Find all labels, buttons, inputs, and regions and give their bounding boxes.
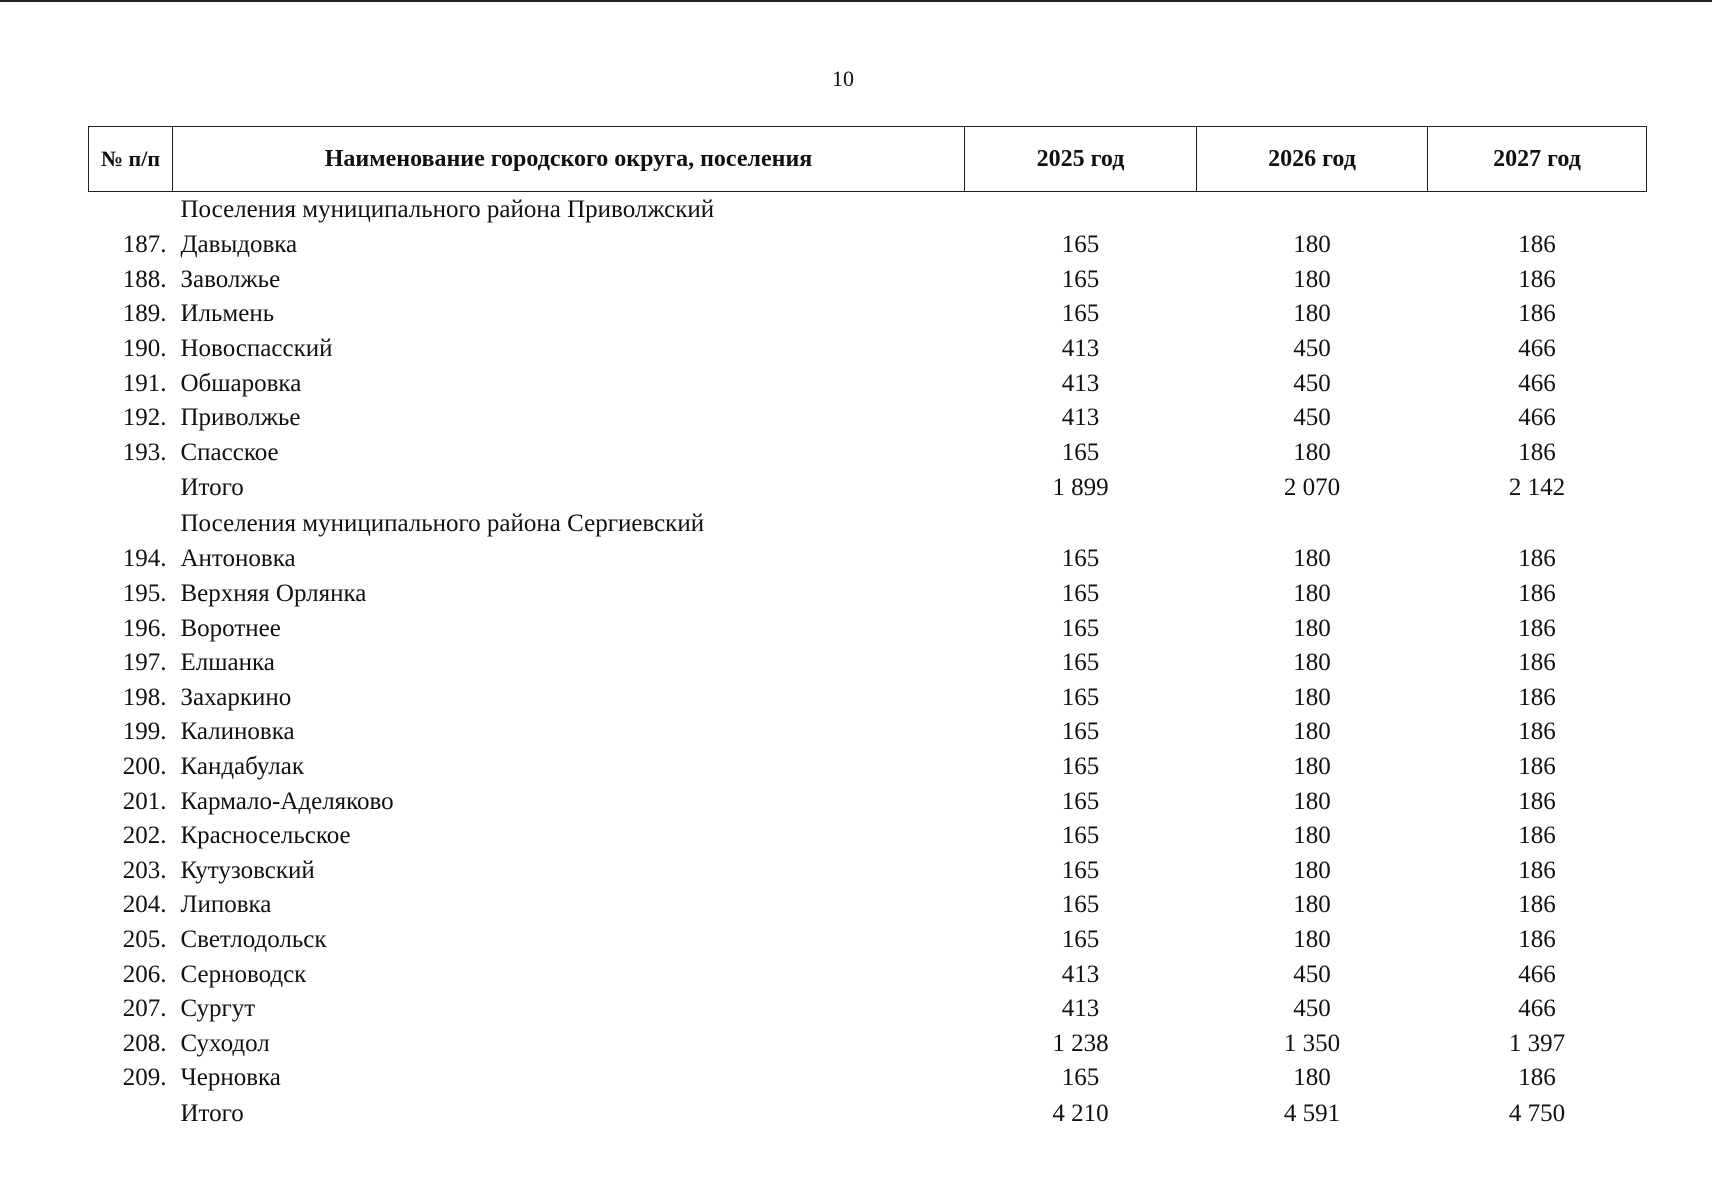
value-2025: 413 — [1061, 960, 1100, 988]
header-2026: 2026 год — [1197, 127, 1428, 192]
row-name: Серноводск — [180, 960, 307, 988]
header-num: № п/п — [89, 127, 173, 192]
value-2026: 4 591 — [1283, 1099, 1341, 1127]
value-2025: 165 — [1061, 925, 1100, 953]
value-2025: 4 210 — [1052, 1099, 1109, 1127]
row-number — [89, 192, 173, 229]
table-row — [89, 750, 1647, 785]
value-2026 — [1197, 192, 1428, 229]
header-2027: 2027 год — [1428, 127, 1647, 192]
row-number: 206. — [122, 960, 167, 988]
row-name: Воротнее — [180, 614, 281, 642]
table-row — [89, 1061, 1647, 1096]
row-number: 197. — [122, 649, 167, 677]
value-2027: 466 — [1518, 335, 1556, 363]
table-row — [89, 819, 1647, 854]
row-number: 199. — [122, 718, 167, 746]
row-number: 203. — [122, 856, 167, 884]
value-2025: 165 — [1061, 891, 1100, 919]
table-row — [89, 1026, 1647, 1061]
value-2026: 450 — [1293, 404, 1331, 432]
table-row — [89, 992, 1647, 1027]
value-2026: 180 — [1293, 265, 1331, 293]
table-row — [89, 332, 1647, 367]
value-2026: 180 — [1293, 231, 1331, 259]
value-2026: 180 — [1293, 683, 1331, 711]
value-2027: 186 — [1518, 300, 1556, 328]
row-name: Поселения муниципального района Приволжский — [180, 196, 715, 223]
table-row — [89, 436, 1647, 471]
value-2026: 180 — [1293, 753, 1331, 781]
row-name: Итого — [180, 474, 244, 502]
row-number: 202. — [122, 822, 167, 850]
table-row — [89, 681, 1647, 716]
row-number: 209. — [122, 1064, 167, 1092]
table-row — [89, 577, 1647, 612]
value-2026: 180 — [1293, 300, 1331, 328]
value-2025: 413 — [1061, 369, 1100, 397]
row-name: Поселения муниципального района Сергиевский — [180, 510, 705, 538]
value-2026: 180 — [1293, 891, 1331, 919]
table-row — [89, 263, 1647, 298]
row-name: Захаркино — [180, 683, 292, 711]
value-2026: 180 — [1293, 649, 1331, 677]
value-2026: 180 — [1293, 580, 1331, 608]
value-2025: 413 — [1061, 335, 1100, 363]
top-rule — [0, 0, 1712, 2]
value-2027: 186 — [1518, 891, 1556, 919]
row-name: Ильмень — [180, 300, 275, 328]
row-name: Кутузовский — [180, 856, 315, 884]
row-name: Кандабулак — [180, 753, 305, 781]
table-row — [89, 366, 1647, 401]
value-2027: 186 — [1518, 1064, 1556, 1092]
total-row — [89, 1096, 1647, 1132]
value-2027: 466 — [1518, 404, 1556, 432]
row-number — [89, 470, 173, 506]
value-2027: 186 — [1518, 822, 1556, 850]
row-number: 198. — [122, 683, 167, 711]
row-number: 190. — [122, 335, 167, 363]
value-2025: 165 — [1061, 1064, 1100, 1092]
row-name: Елшанка — [180, 649, 275, 677]
section-header-row — [89, 506, 1647, 542]
header-row — [89, 127, 1647, 192]
table-row — [89, 646, 1647, 681]
value-2025: 165 — [1061, 787, 1100, 815]
value-2025: 165 — [1061, 614, 1100, 642]
value-2025 — [965, 506, 1197, 542]
value-2027: 186 — [1518, 438, 1556, 466]
table-row — [89, 888, 1647, 923]
value-2025 — [965, 192, 1197, 229]
total-row — [89, 470, 1647, 506]
value-2027: 466 — [1518, 369, 1556, 397]
value-2027: 186 — [1518, 265, 1556, 293]
row-name: Калиновка — [180, 718, 295, 746]
value-2027: 186 — [1518, 683, 1556, 711]
value-2027: 186 — [1518, 718, 1556, 746]
row-name: Верхняя Орлянка — [180, 580, 367, 608]
value-2026: 2 070 — [1283, 474, 1341, 502]
row-number: 207. — [122, 995, 167, 1023]
section-header-row — [89, 192, 1647, 229]
value-2027: 186 — [1518, 580, 1556, 608]
table-row — [89, 401, 1647, 436]
value-2027: 186 — [1518, 231, 1556, 259]
row-number — [89, 506, 173, 542]
header-2025: 2025 год — [965, 127, 1197, 192]
value-2026: 180 — [1293, 1064, 1331, 1092]
row-number: 201. — [122, 787, 167, 815]
value-2025: 413 — [1061, 404, 1100, 432]
value-2027: 2 142 — [1508, 474, 1566, 502]
value-2026: 180 — [1293, 856, 1331, 884]
row-number: 204. — [122, 891, 167, 919]
value-2025: 1 899 — [1052, 474, 1109, 502]
value-2027: 1 397 — [1508, 1029, 1566, 1057]
value-2027: 186 — [1518, 545, 1556, 573]
table-row — [89, 715, 1647, 750]
value-2025: 165 — [1061, 545, 1100, 573]
row-name: Черновка — [180, 1064, 281, 1092]
value-2027 — [1428, 506, 1647, 542]
row-name: Обшаровка — [180, 369, 302, 397]
value-2026: 180 — [1293, 925, 1331, 953]
table-header — [89, 127, 1647, 192]
table-body — [89, 192, 1647, 1132]
table-row — [89, 923, 1647, 958]
value-2025: 165 — [1061, 265, 1100, 293]
value-2026: 450 — [1293, 995, 1331, 1023]
value-2027: 186 — [1518, 649, 1556, 677]
value-2026: 450 — [1293, 369, 1331, 397]
value-2025: 165 — [1061, 300, 1100, 328]
value-2026: 180 — [1293, 438, 1331, 466]
row-number: 200. — [122, 753, 167, 781]
row-number: 187. — [122, 231, 167, 259]
value-2025: 413 — [1061, 995, 1100, 1023]
value-2026: 1 350 — [1283, 1029, 1341, 1057]
row-name: Спасское — [180, 438, 279, 466]
table-row — [89, 297, 1647, 332]
row-name: Сургут — [180, 995, 256, 1023]
header-name: Наименование городского округа, поселения — [173, 127, 965, 192]
value-2025: 165 — [1061, 580, 1100, 608]
value-2025: 165 — [1061, 683, 1100, 711]
value-2026 — [1197, 506, 1428, 542]
value-2026: 180 — [1293, 614, 1331, 642]
row-number: 193. — [122, 438, 167, 466]
value-2027: 186 — [1518, 787, 1556, 815]
value-2025: 165 — [1061, 753, 1100, 781]
value-2026: 180 — [1293, 822, 1331, 850]
table-row — [89, 542, 1647, 577]
row-name: Светлодольск — [180, 925, 327, 953]
value-2025: 165 — [1061, 438, 1100, 466]
table-row — [89, 784, 1647, 819]
value-2025: 165 — [1061, 649, 1100, 677]
row-name: Заволжье — [180, 265, 281, 293]
row-name: Итого — [180, 1099, 244, 1127]
value-2027: 186 — [1518, 614, 1556, 642]
row-name: Суходол — [180, 1029, 270, 1057]
value-2027: 186 — [1518, 753, 1556, 781]
value-2027: 186 — [1518, 856, 1556, 884]
value-2025: 165 — [1061, 822, 1100, 850]
row-name: Приволжье — [180, 404, 301, 432]
table-row — [89, 611, 1647, 646]
table-row — [89, 957, 1647, 992]
row-number — [89, 1096, 173, 1132]
value-2027: 466 — [1518, 995, 1556, 1023]
row-number: 194. — [122, 545, 167, 573]
row-number: 188. — [122, 265, 167, 293]
row-name: Красносельское — [180, 822, 351, 850]
value-2025: 1 238 — [1052, 1029, 1109, 1057]
row-number: 191. — [122, 369, 167, 397]
row-number: 196. — [122, 614, 167, 642]
value-2027: 186 — [1518, 925, 1556, 953]
row-name: Антоновка — [180, 545, 296, 573]
row-name: Давыдовка — [180, 231, 298, 259]
row-number: 205. — [122, 925, 167, 953]
table-row — [89, 854, 1647, 889]
row-name: Новоспасский — [180, 335, 333, 363]
value-2026: 450 — [1293, 960, 1331, 988]
row-name: Кармало-Аделяково — [180, 787, 394, 815]
value-2026: 450 — [1293, 335, 1331, 363]
row-number: 189. — [122, 300, 167, 328]
table-row — [89, 228, 1647, 263]
value-2027: 466 — [1518, 960, 1556, 988]
value-2025: 165 — [1061, 856, 1100, 884]
row-number: 195. — [122, 580, 167, 608]
allocation-table — [88, 126, 1647, 1132]
value-2025: 165 — [1061, 231, 1100, 259]
value-2027 — [1428, 192, 1647, 229]
value-2026: 180 — [1293, 545, 1331, 573]
row-name: Липовка — [180, 891, 272, 919]
value-2026: 180 — [1293, 718, 1331, 746]
row-number: 192. — [122, 404, 167, 432]
row-number: 208. — [122, 1029, 167, 1057]
value-2026: 180 — [1293, 787, 1331, 815]
value-2025: 165 — [1061, 718, 1100, 746]
value-2027: 4 750 — [1508, 1099, 1566, 1127]
page-number: 10 — [832, 66, 854, 91]
